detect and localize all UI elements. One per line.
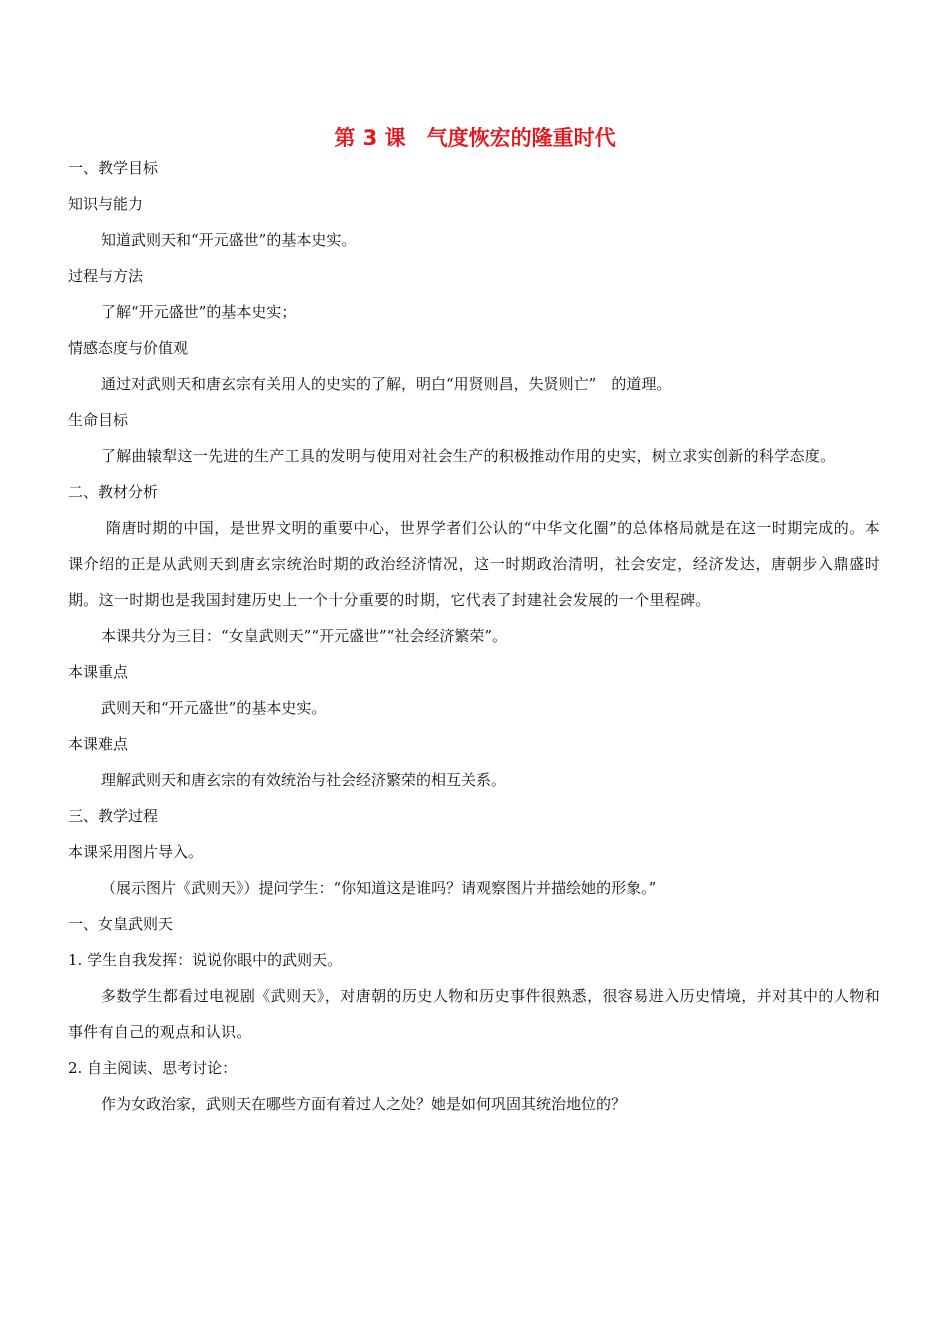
paragraph: 理解武则天和唐玄宗的有效统治与社会经济繁荣的相互关系。 <box>101 771 507 789</box>
subheading: 生命目标 <box>68 411 129 429</box>
paragraph: 通过对武则天和唐玄宗有关用人的史实的了解，明白“用贤则昌，失贤则亡” 的道理。 <box>101 375 672 393</box>
paragraph: 武则天和“开元盛世”的基本史实。 <box>101 699 327 717</box>
subheading: 过程与方法 <box>68 267 144 285</box>
subheading: 本课重点 <box>68 663 129 681</box>
paragraph: 了解“开元盛世”的基本史实； <box>101 303 297 321</box>
paragraph: 了解曲辕犁这一先进的生产工具的发明与使用对社会生产的积极推动作用的史实，树立求实创新的科学态度。 <box>101 447 836 465</box>
section-heading: 二、教材分析 <box>68 483 159 501</box>
paragraph: 本课采用图片导入。 <box>68 843 204 861</box>
paragraph: 作为女政治家，武则天在哪些方面有着过人之处？她是如何巩固其统治地位的？ <box>101 1095 627 1113</box>
list-item: 2. 自主阅读、思考讨论： <box>68 1059 238 1077</box>
list-item: 1. 学生自我发挥：说说你眼中的武则天。 <box>68 951 343 969</box>
paragraph: 知道武则天和“开元盛世”的基本史实。 <box>101 231 357 249</box>
subheading: 本课难点 <box>68 735 129 753</box>
section-heading: 一、教学目标 <box>68 159 159 177</box>
paragraph: （展示图片《武则天》）提问学生：“你知道这是谁吗？请观察图片并描绘她的形象。” <box>101 879 657 897</box>
section-heading: 三、教学过程 <box>68 807 159 825</box>
page-title: 第 3 课 气度恢宏的隆重时代 <box>334 126 616 150</box>
paragraph: 多数学生都看过电视剧《武则天》，对唐朝的历史人物和历史事件很熟悉，很容易进入历史情境，并对其中的人物和事件有自己的观点和认识。 <box>68 987 880 1041</box>
document-body <box>68 150 880 1122</box>
paragraph: 隋唐时期的中国，是世界文明的重要中心，世界学者们公认的“中华文化圈”的总体格局就是在这一时期完成的。本课介绍的正是从武则天到唐玄宗统治时期的政治经济情况，这一时期政治清明，社会安定，经济发达，唐朝步入鼎盛时期。这一时期也是我国封建历史上一个十分重要的时期，它代表了封建社会发展的一个里程碑。 <box>68 519 880 609</box>
subheading: 情感态度与价值观 <box>68 339 189 357</box>
subheading: 知识与能力 <box>68 195 144 213</box>
paragraph: 本课共分为三目：“女皇武则天”“开元盛世”“社会经济繁荣”。 <box>101 627 508 645</box>
section-heading: 一、女皇武则天 <box>68 915 174 933</box>
